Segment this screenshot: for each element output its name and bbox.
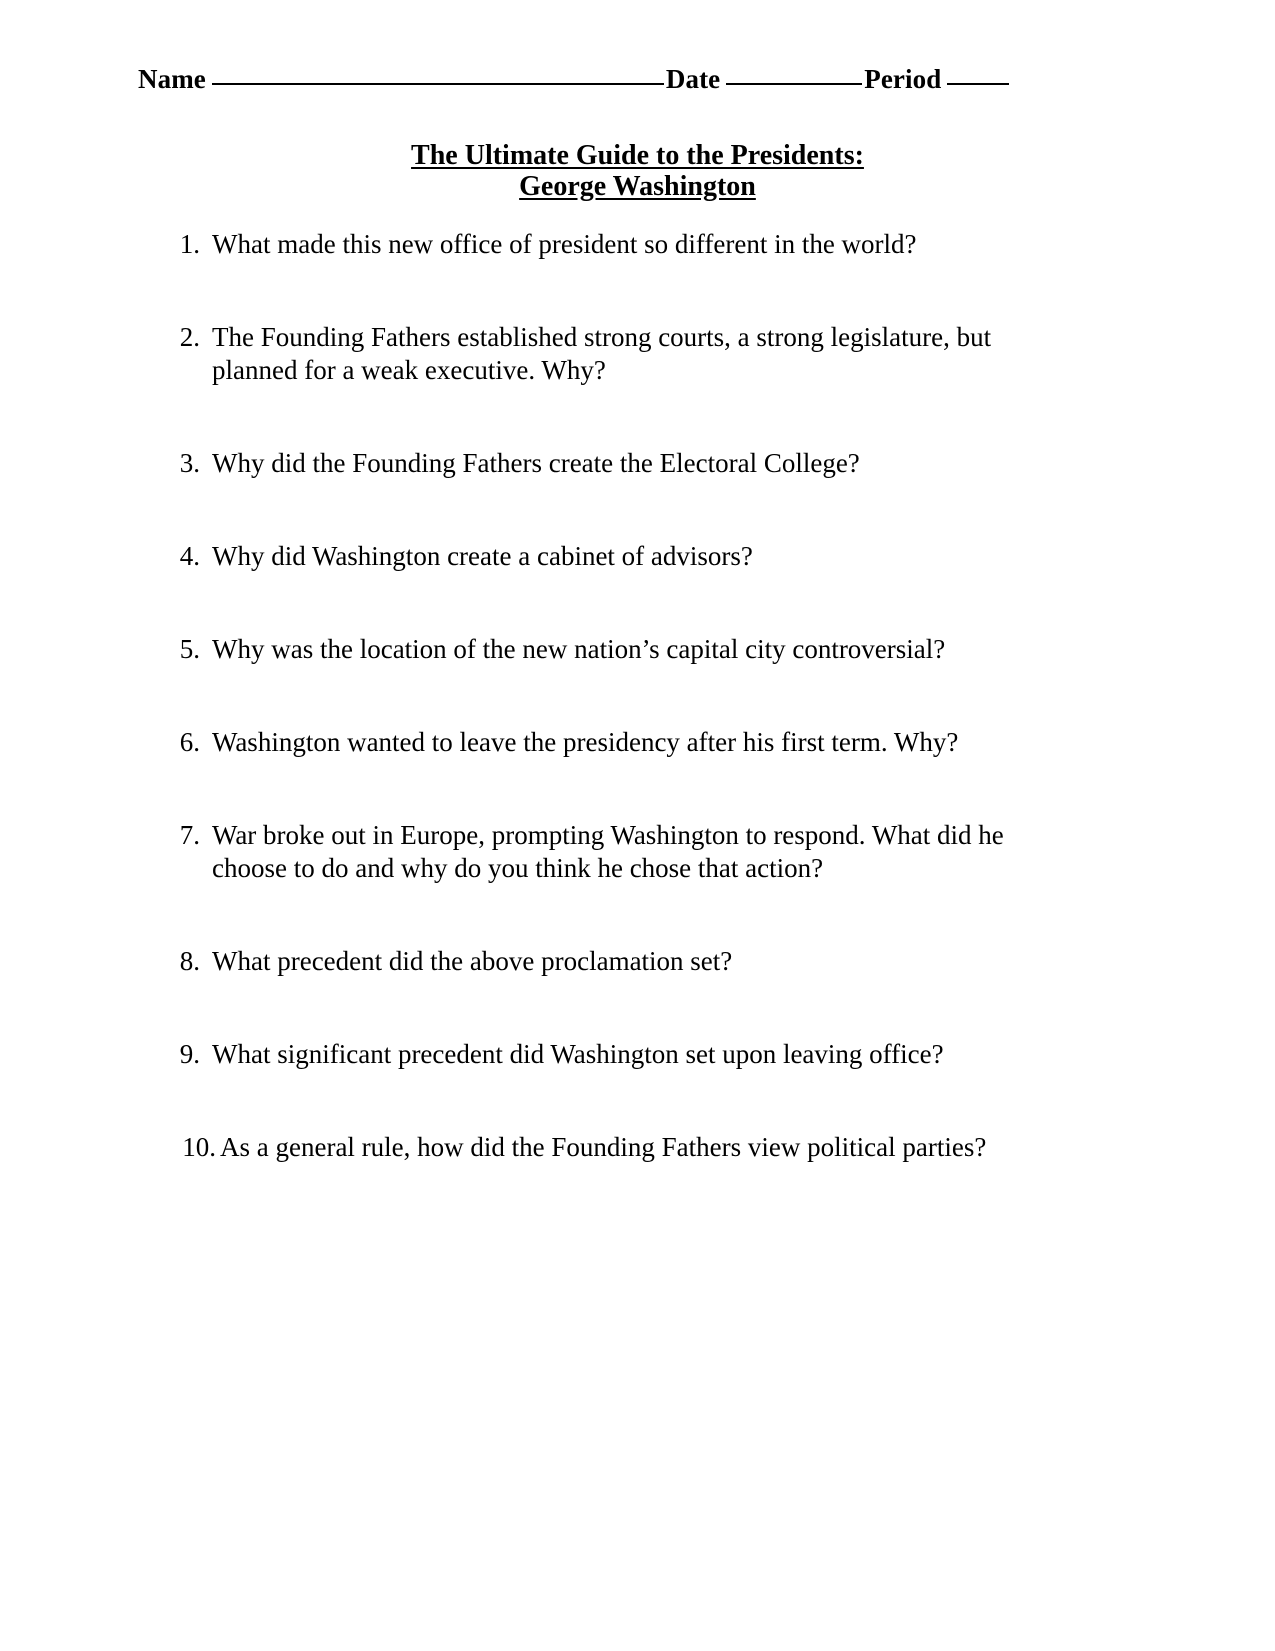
question-list: [168, 228, 1078, 1224]
question-number: 4.: [179, 541, 200, 571]
date-blank-line[interactable]: [726, 83, 862, 85]
question-number: 3.: [179, 448, 200, 478]
title-line-2-text: George Washington: [519, 171, 756, 202]
page-title: [0, 140, 1275, 202]
question-item: [168, 447, 1078, 480]
question-item: [168, 228, 1078, 261]
question-item: [168, 726, 1078, 759]
question-text: What precedent did the above proclamation set?: [212, 946, 733, 976]
question-item: [168, 819, 1078, 885]
period-blank-line[interactable]: [947, 83, 1009, 85]
question-text: What made this new office of president so different in the world?: [212, 229, 917, 259]
question-item: [168, 633, 1078, 666]
question-text: The Founding Fathers established strong courts, a strong legislature, but planned for a weak executive. Why?: [212, 322, 992, 385]
question-number: 6.: [179, 727, 200, 757]
question-text: What significant precedent did Washington set upon leaving office?: [212, 1039, 944, 1069]
student-info-header: [138, 62, 1138, 96]
question-text: As a general rule, how did the Founding Fathers view political parties?: [220, 1132, 987, 1162]
name-blank-line[interactable]: [212, 83, 664, 85]
question-item: [168, 321, 1078, 387]
title-line-1-text: The Ultimate Guide to the Presidents:: [411, 140, 864, 171]
question-number: 8.: [179, 946, 200, 976]
title-line-1: [0, 140, 1275, 171]
question-text: Why did the Founding Fathers create the Electoral College?: [212, 448, 860, 478]
question-text: War broke out in Europe, prompting Washington to respond. What did he choose to do and why do you think he chose that action?: [212, 820, 1004, 883]
title-line-2: [0, 171, 1275, 202]
question-item: [168, 945, 1078, 978]
date-label: Date: [665, 64, 721, 94]
question-number: 7.: [179, 820, 200, 850]
question-item: [168, 540, 1078, 573]
name-label: Name: [138, 64, 206, 94]
question-number: 2.: [179, 322, 200, 352]
question-item: [168, 1131, 1078, 1164]
question-text: Why was the location of the new nation’s capital city controversial?: [212, 634, 946, 664]
question-number: 5.: [179, 634, 200, 664]
question-item: [168, 1038, 1078, 1071]
question-text: Why did Washington create a cabinet of advisors?: [212, 541, 753, 571]
question-text: Washington wanted to leave the presidency after his first term. Why?: [212, 727, 959, 757]
question-number: 9.: [179, 1039, 200, 1069]
question-number: 1.: [179, 229, 200, 259]
period-label: Period: [864, 64, 942, 94]
question-number: 10.: [182, 1132, 216, 1162]
